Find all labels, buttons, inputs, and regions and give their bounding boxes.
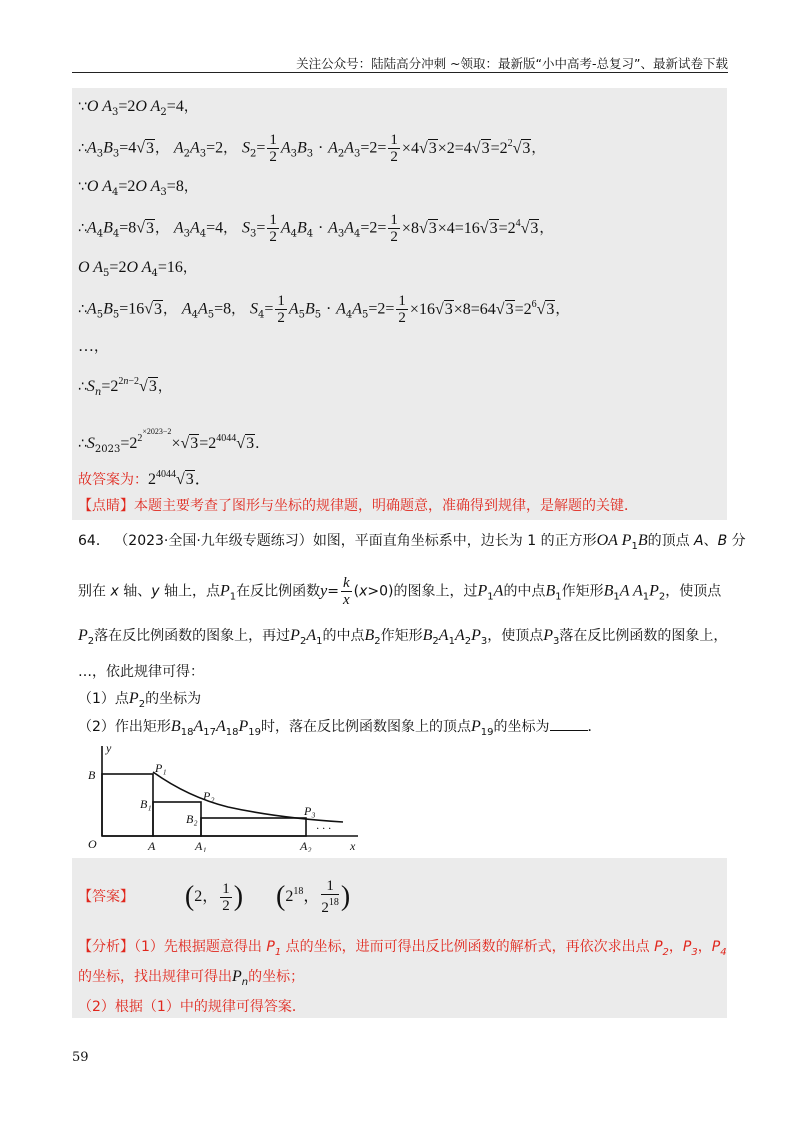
question-line-1: 64． （2023·全国·九年级专题练习）如图，平面直角坐标系中，边长为 1 的正方形OA $P_1B$的顶点 A、B 分 [78, 532, 746, 552]
analysis-line-2: 的坐标，找出规律可得出$P_n$的坐标； [78, 968, 305, 988]
question-line-3: $P_2$落在反比例函数的图象上，再过$P_2A_1$的中点$B_2$作矩形$B_2A_1A_2P_3$，使顶点$P_3$落在反比例函数的图象上， [78, 627, 728, 647]
answer-line: 【答案】 (2， $\frac{1}{2}$ ) ($2^{18}$， $\frac{1}{2^{18}}$ ) [78, 878, 351, 916]
fig-label-p3: P₃ [304, 804, 316, 818]
question-line-4: …，依此规律可得： [78, 664, 204, 680]
question-part-2: （2）作出矩形$B_{18}A_{17}A_{18}P_{19}$时，落在反比例函数图象上的顶点$P_{19}$的坐标为 ． [78, 718, 602, 738]
fig-label-b: B [88, 768, 96, 782]
fig-label-p1: P₁ [155, 761, 167, 775]
comment-line [78, 498, 638, 513]
hyperbola-figure [78, 742, 368, 852]
final-answer-line: 故答案为：$2^{4044}√3$． [78, 469, 211, 488]
answer-tag: 【答案】 [78, 889, 134, 905]
solution-line-6: $\therefore A_5B_5=16√3$， $A_4A_5=8$， $S_4=$ $\frac{1}{2}$ $A_5B_5 \cdot A_4A_5=2=$ $\frac{1}{2}$ $\times 16√3\times 8=64√3=2^6√3$， [78, 293, 570, 326]
comment-text: 本题主要考查了图形与坐标的规律题，明确题意，准确得到规律，是解题的关键． [134, 498, 638, 514]
fig-label-dots: · · · [316, 821, 331, 835]
question-part-1: （1）点$P_2$的坐标为 [78, 690, 202, 710]
answer-blank [550, 718, 588, 731]
comment-tag: 【点睛】 [78, 498, 134, 514]
fig-label-y: y [106, 742, 112, 755]
solution-line-3: ∵O $A_4=2O$ $A_3=8$， [78, 178, 198, 198]
fig-label-p2: P₂ [203, 789, 215, 803]
fig-label-a1: A₁ [195, 839, 207, 852]
solution-line-8: $\therefore S_n=2^{2n-2}√3$， [78, 376, 172, 398]
question-line-2: 别在 x 轴、y 轴上，点$P_1$在反比例函数y= $\frac{k}{x}$ (x>0)的图象上，过$P_1A$的中点$B_1$作矩形$B_1A$ $A_1P_2$，使顶点 [78, 575, 722, 608]
analysis-line-3: （2）根据（1）中的规律可得答案． [78, 999, 306, 1015]
fig-label-a: A [148, 839, 156, 852]
rect-b2a1a2p3 [201, 818, 306, 836]
page-header [72, 46, 728, 73]
page-number: 59 [72, 1050, 89, 1065]
fig-label-o: O [88, 837, 97, 851]
fig-label-a2: A₂ [300, 839, 312, 852]
fig-label-b2: B₂ [186, 812, 198, 826]
solution-line-4: $\therefore A_4B_4=8√3$， $A_3A_4=4$， $S_3=$ $\frac{1}{2}$ $A_4B_4 \cdot A_3A_4=2=$ $\frac{1}{2}$ $\times 8√3\times 4=16√3=2^4√3$， [78, 212, 554, 245]
analysis-tag: 【分析】 [78, 939, 134, 955]
solution-line-2: $\therefore A_3B_3=4√3$， $A_2A_3=2$， $S_2=$ $\frac{1}{2}$ $A_3B_3 \cdot A_2A_3=2=$ $\frac{1}{2}$ $\times 4√3\times 2=4√3=2^2√3$， [78, 132, 546, 165]
header-text: 关注公众号：陆陆高分冲刺 ~领取：最新版“小中高考-总复习”、最新试卷下载 [296, 56, 728, 71]
solution-line-7: …， [78, 338, 108, 355]
solution-line-5: O $A_5=2O$ $A_4=16$， [78, 259, 197, 279]
solution-line-9: $\therefore S_{2023}=2^{2^{\times 2023-2}}\times√3=2^{4044}√3$． [78, 427, 270, 455]
fig-label-x: x [350, 839, 356, 852]
analysis-line-1: 【分析】（1）先根据题意得出 $P_1$ 点的坐标，进而可得出反比例函数的解析式，再依次求出点 $P_2$，$P_3$，$P_4$ [78, 939, 727, 958]
fig-label-b1: B₁ [140, 797, 152, 811]
solution-line-1: ∵O $A_3=2O$ $A_2=4$， [78, 98, 198, 118]
